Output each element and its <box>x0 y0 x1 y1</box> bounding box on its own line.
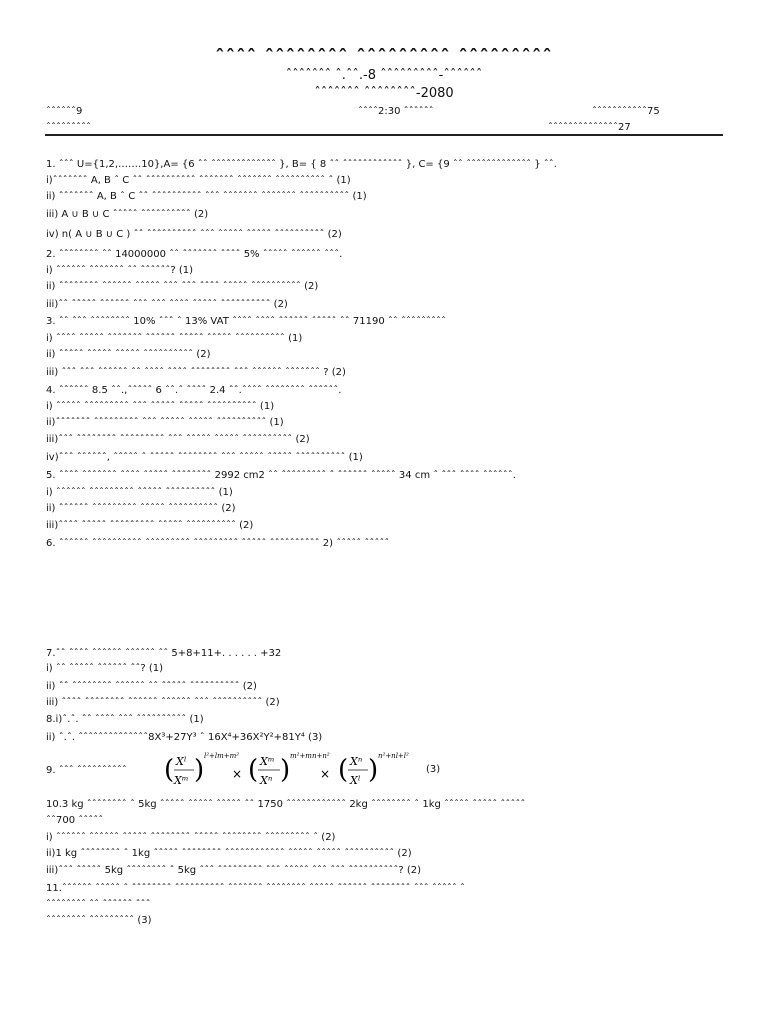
q9-f2-num: Xᵐ <box>260 755 275 768</box>
exam-title: ˆˆˆˆ ˆˆˆˆˆˆˆˆ ˆˆˆˆˆˆˆˆˆ ˆˆˆˆˆˆˆˆˆ <box>215 46 553 68</box>
question-line: 11.ˆˆˆˆˆˆ ˆˆˆˆˆ ˆ ˆˆˆˆˆˆˆˆ ˆˆˆˆˆˆˆˆˆˆ ˆˆˆˆˆˆˆ ˆˆˆˆˆˆˆˆ ˆˆˆˆˆ ˆˆˆˆˆˆ ˆˆˆˆˆˆˆˆ ˆˆˆ ˆˆˆˆˆ ˆ <box>46 883 466 894</box>
question-line: iii)ˆˆˆ ˆˆˆˆˆ 5kg ˆˆˆˆˆˆˆˆ ˆ 5kg ˆˆˆ ˆˆˆˆˆˆˆˆˆ ˆˆˆ ˆˆˆˆˆ ˆˆˆ ˆˆˆ ˆˆˆˆˆˆˆˆˆˆ? (2) <box>46 865 422 876</box>
paren-left-2: ( <box>248 755 259 785</box>
paren-right-1: ) <box>194 755 205 785</box>
question-line: ˆˆ700 ˆˆˆˆˆ <box>46 815 104 826</box>
question-line: i) ˆˆˆˆ ˆˆˆˆˆ ˆˆˆˆˆˆˆ ˆˆˆˆˆˆ ˆˆˆˆˆ ˆˆˆˆˆ ˆˆˆˆˆˆˆˆˆˆ (1) <box>46 333 303 344</box>
question-line: i) ˆˆ ˆˆˆˆˆ ˆˆˆˆˆˆ ˆˆ? (1) <box>46 663 164 674</box>
question-line: i) ˆˆˆˆˆ ˆˆˆˆˆˆˆˆˆ ˆˆˆ ˆˆˆˆˆ ˆˆˆˆˆ ˆˆˆˆˆˆˆˆˆˆ (1) <box>46 401 275 412</box>
full-marks-label: ˆˆˆˆˆˆˆˆˆˆˆ75 <box>592 106 660 117</box>
question-line: 4. ˆˆˆˆˆˆ 8.5 ˆˆ.,ˆˆˆˆˆ 6 ˆˆ.ˆ ˆˆˆˆ 2.4 ˆˆ.ˆˆˆˆ ˆˆˆˆˆˆˆˆ ˆˆˆˆˆˆ. <box>46 385 342 396</box>
paren-left-1: ( <box>164 755 175 785</box>
question-9-label: 9. ˆˆˆ ˆˆˆˆˆˆˆˆˆˆ <box>46 765 127 776</box>
question-line: 10.3 kg ˆˆˆˆˆˆˆˆ ˆ 5kg ˆˆˆˆˆ ˆˆˆˆˆ ˆˆˆˆˆ ˆˆ 1750 ˆˆˆˆˆˆˆˆˆˆˆˆ 2kg ˆˆˆˆˆˆˆˆ ˆ 1kg ˆˆˆˆˆ ˆˆˆˆˆ ˆˆˆˆˆ <box>46 799 526 810</box>
question-line: iii)ˆˆˆˆ ˆˆˆˆˆ ˆˆˆˆˆˆˆˆˆ ˆˆˆˆˆ ˆˆˆˆˆˆˆˆˆˆ (2) <box>46 520 254 531</box>
q9-f1-den: Xᵐ <box>174 774 189 787</box>
question-line: 1. ˆˆˆ U={1,2,…….10},A= {6 ˆˆ ˆˆˆˆˆˆˆˆˆˆˆˆˆ }, B= { 8 ˆˆ ˆˆˆˆˆˆˆˆˆˆˆˆ }, C= {9 ˆˆ ˆˆˆˆˆˆˆˆˆˆˆˆˆ } ˆˆ. <box>46 159 557 170</box>
q9-expression <box>160 748 460 794</box>
question-line: ˆˆˆˆˆˆˆˆ ˆˆ ˆˆˆˆˆˆ ˆˆˆ <box>46 899 151 910</box>
question-line: ii) ˆˆ ˆˆˆˆˆˆˆˆ ˆˆˆˆˆˆ ˆˆ ˆˆˆˆˆ ˆˆˆˆˆˆˆˆˆˆ (2) <box>46 681 257 692</box>
question-line: 5. ˆˆˆˆ ˆˆˆˆˆˆˆ ˆˆˆˆ ˆˆˆˆˆ ˆˆˆˆˆˆˆˆ 2992 cm2 ˆˆ ˆˆˆˆˆˆˆˆˆ ˆ ˆˆˆˆˆˆ ˆˆˆˆˆ 34 cm ˆ ˆˆˆ ˆˆˆˆ ˆˆˆˆˆˆ. <box>46 470 516 481</box>
q9-marks: (3) <box>426 764 441 775</box>
pass-marks-label: ˆˆˆˆˆˆˆˆˆˆˆˆˆˆ27 <box>548 122 631 133</box>
question-line: i)ˆˆˆˆˆˆˆ A, B ˆ C ˆˆ ˆˆˆˆˆˆˆˆˆˆ ˆˆˆˆˆˆˆ ˆˆˆˆˆˆˆ ˆˆˆˆˆˆˆˆˆˆ ˆ (1) <box>46 175 351 186</box>
q9-exp-3: n²+nl+l² <box>378 752 409 760</box>
times-1: × <box>232 767 243 781</box>
question-line: iv)ˆˆˆ ˆˆˆˆˆˆ, ˆˆˆˆˆ ˆ ˆˆˆˆˆ ˆˆˆˆˆˆˆˆ ˆˆˆ ˆˆˆˆˆ ˆˆˆˆˆ ˆˆˆˆˆˆˆˆˆˆ (1) <box>46 452 363 463</box>
q9-exp-2: m²+mn+n² <box>290 752 330 760</box>
question-line: ii) ˆˆˆˆˆˆˆ A, B ˆ C ˆˆ ˆˆˆˆˆˆˆˆˆˆ ˆˆˆ ˆˆˆˆˆˆˆ ˆˆˆˆˆˆˆ ˆˆˆˆˆˆˆˆˆˆ (1) <box>46 191 367 202</box>
question-line: ii)ˆˆˆˆˆˆˆ ˆˆˆˆˆˆˆˆˆ ˆˆˆ ˆˆˆˆˆ ˆˆˆˆˆ ˆˆˆˆˆˆˆˆˆˆ (1) <box>46 417 284 428</box>
q9-f2-den: Xⁿ <box>260 774 273 787</box>
question-line: iii)ˆˆ ˆˆˆˆˆ ˆˆˆˆˆˆ ˆˆˆ ˆˆˆ ˆˆˆˆ ˆˆˆˆˆ ˆˆˆˆˆˆˆˆˆˆ (2) <box>46 299 288 310</box>
question-line: 6. ˆˆˆˆˆˆ ˆˆˆˆˆˆˆˆˆˆ ˆˆˆˆˆˆˆˆˆ ˆˆˆˆˆˆˆˆˆ ˆˆˆˆˆ ˆˆˆˆˆˆˆˆˆˆ 2) ˆˆˆˆˆ ˆˆˆˆˆ <box>46 538 390 549</box>
paren-right-3: ) <box>368 755 379 785</box>
q9-exp-1: l²+lm+m² <box>204 752 240 760</box>
question-line: i) ˆˆˆˆˆˆ ˆˆˆˆˆˆˆ ˆˆ ˆˆˆˆˆˆ? (1) <box>46 265 194 276</box>
exam-subtitle: ˆˆˆˆˆˆˆ ˆˆˆˆˆˆˆˆ-2080 <box>314 86 454 101</box>
school-subtitle: ˆˆˆˆˆˆˆ ˆ.ˆˆ.-8 ˆˆˆˆˆˆˆˆˆ-ˆˆˆˆˆˆ <box>285 68 483 83</box>
paren-right-2: ) <box>280 755 291 785</box>
q9-f1-num: Xˡ <box>176 755 187 768</box>
question-line: iii) ˆˆˆˆ ˆˆˆˆˆˆˆˆ ˆˆˆˆˆˆ ˆˆˆˆˆˆ ˆˆˆ ˆˆˆˆˆˆˆˆˆˆ (2) <box>46 697 280 708</box>
question-line: 2. ˆˆˆˆˆˆˆˆ ˆˆ 14000000 ˆˆ ˆˆˆˆˆˆˆ ˆˆˆˆ 5% ˆˆˆˆˆ ˆˆˆˆˆˆ ˆˆˆ. <box>46 249 343 260</box>
question-line: 3. ˆˆ ˆˆˆ ˆˆˆˆˆˆˆˆ 10% ˆˆˆ ˆ 13% VAT ˆˆˆˆ ˆˆˆˆ ˆˆˆˆˆˆ ˆˆˆˆˆ ˆˆ 71190 ˆˆ ˆˆˆˆˆˆˆˆˆ <box>46 316 447 327</box>
question-line: ˆˆˆˆˆˆˆˆ ˆˆˆˆˆˆˆˆˆ (3) <box>46 915 152 926</box>
question-line: iii)ˆˆˆ ˆˆˆˆˆˆˆˆ ˆˆˆˆˆˆˆˆˆ ˆˆˆ ˆˆˆˆˆ ˆˆˆˆˆ ˆˆˆˆˆˆˆˆˆˆ (2) <box>46 434 310 445</box>
subject-label: ˆˆˆˆˆˆˆˆˆ <box>46 122 91 133</box>
question-line: ii) ˆˆˆˆˆ ˆˆˆˆˆ ˆˆˆˆˆ ˆˆˆˆˆˆˆˆˆˆ (2) <box>46 349 211 360</box>
question-line: iii) ˆˆˆ ˆˆˆ ˆˆˆˆˆˆ ˆˆ ˆˆˆˆ ˆˆˆˆ ˆˆˆˆˆˆˆˆ ˆˆˆ ˆˆˆˆˆˆ ˆˆˆˆˆˆˆ ? (2) <box>46 367 346 378</box>
question-line: i) ˆˆˆˆˆˆ ˆˆˆˆˆˆˆˆˆ ˆˆˆˆˆ ˆˆˆˆˆˆˆˆˆˆ (1) <box>46 487 233 498</box>
question-line: i) ˆˆˆˆˆˆ ˆˆˆˆˆˆ ˆˆˆˆˆ ˆˆˆˆˆˆˆˆ ˆˆˆˆˆ ˆˆˆˆˆˆˆˆ ˆˆˆˆˆˆˆˆˆ ˆ (2) <box>46 832 336 843</box>
question-line: iv) n( A ∪ B ∪ C ) ˆˆ ˆˆˆˆˆˆˆˆˆˆ ˆˆˆ ˆˆˆˆˆ ˆˆˆˆˆ ˆˆˆˆˆˆˆˆˆˆ (2) <box>46 229 342 240</box>
question-line: 8.i)ˆ.ˆ. ˆˆ ˆˆˆˆ ˆˆˆ ˆˆˆˆˆˆˆˆˆˆ (1) <box>46 714 204 725</box>
question-line: ii)1 kg ˆˆˆˆˆˆˆˆ ˆ 1kg ˆˆˆˆˆ ˆˆˆˆˆˆˆˆ ˆˆˆˆˆˆˆˆˆˆˆˆ ˆˆˆˆˆ ˆˆˆˆˆ ˆˆˆˆˆˆˆˆˆˆ (2) <box>46 848 412 859</box>
times-2: × <box>320 767 331 781</box>
class-label: ˆˆˆˆˆˆ9 <box>46 106 83 117</box>
question-line: ii) ˆˆˆˆˆˆˆˆ ˆˆˆˆˆˆ ˆˆˆˆˆ ˆˆˆ ˆˆˆ ˆˆˆˆ ˆˆˆˆˆ ˆˆˆˆˆˆˆˆˆˆ (2) <box>46 281 319 292</box>
time-label: ˆˆˆˆ2:30 ˆˆˆˆˆˆ <box>358 106 434 117</box>
q9-f3-den: Xˡ <box>350 774 361 787</box>
q9-f3-num: Xⁿ <box>350 755 363 768</box>
question-line: iii) A ∪ B ∪ C ˆˆˆˆˆ ˆˆˆˆˆˆˆˆˆˆ (2) <box>46 209 209 220</box>
question-line: 7.ˆˆ ˆˆˆˆ ˆˆˆˆˆˆ ˆˆˆˆˆˆ ˆˆ 5+8+11+. . . . . . +32 <box>46 648 282 659</box>
paren-left-3: ( <box>338 755 349 785</box>
header-divider <box>45 134 723 136</box>
question-line: ii) ˆˆˆˆˆˆ ˆˆˆˆˆˆˆˆˆ ˆˆˆˆˆ ˆˆˆˆˆˆˆˆˆˆ (2) <box>46 503 236 514</box>
question-line: ii) ˆ.ˆ. ˆˆˆˆˆˆˆˆˆˆˆˆˆˆ8X³+27Y³ ˆ 16X⁴+36X²Y²+81Y⁴ (3) <box>46 732 323 743</box>
